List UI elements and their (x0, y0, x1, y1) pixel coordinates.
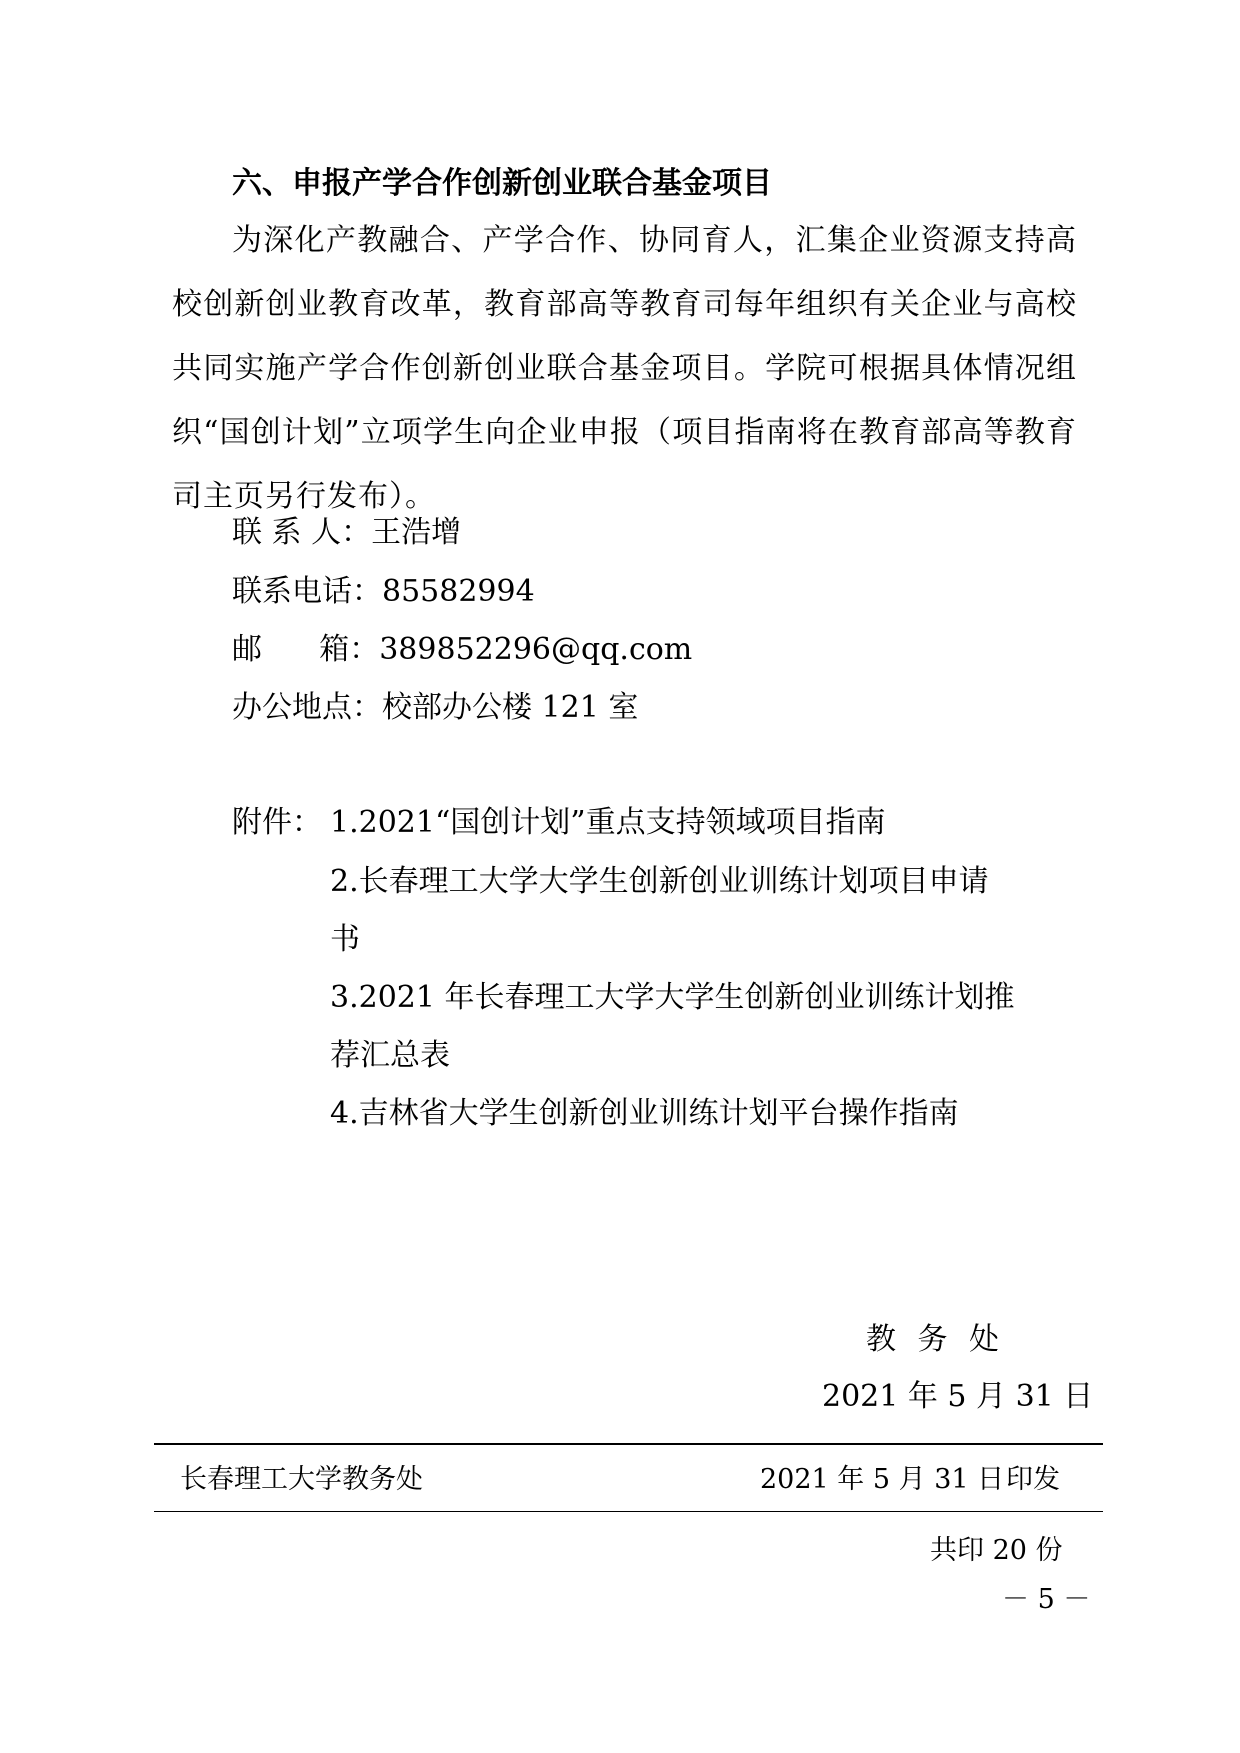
section-heading: 六、申报产学合作创新创业联合基金项目 (232, 166, 772, 201)
attachment-item-2-line-2: 书 (330, 922, 360, 957)
signature-department: 教 务 处 (866, 1322, 1006, 1357)
attachments-label: 附件： (232, 805, 322, 840)
attachment-item-4: 4.吉林省大学生创新创业训练计划平台操作指南 (330, 1096, 959, 1131)
contact-office-value: 校部办公楼 121 室 (382, 690, 639, 725)
contact-phone-label: 联系电话： (232, 574, 382, 609)
body-paragraph: 为深化产教融合、产学合作、协同育人，汇集企业资源支持高校创新创业教育改革，教育部高等教育司每年组织有关企业与高校共同实施产学合作创新创业联合基金项目。学院可根据具体情况组织“国创计划”立项学生向企业申报（项目指南将在教育部高等教育司主页另行发布）。 (172, 223, 1077, 514)
contact-phone (232, 572, 535, 612)
footer-issue-word: 印发 (1006, 1464, 1060, 1495)
contact-person (232, 513, 461, 553)
contact-phone-value: 85582994 (382, 574, 535, 609)
contact-email (232, 630, 692, 670)
footer-bottom-rule (154, 1511, 1103, 1512)
contact-person-value: 王浩增 (371, 515, 462, 550)
contact-email-value: 389852296@qq.com (379, 632, 693, 667)
footer-top-rule (154, 1443, 1103, 1445)
contact-person-label: 联 系 人： (232, 515, 372, 550)
page-number: － 5 － (1002, 1584, 1091, 1615)
footer-issuer: 长春理工大学教务处 (180, 1464, 423, 1495)
attachment-item-1: 1.2021“国创计划”重点支持领域项目指南 (330, 805, 886, 840)
attachment-item-2-line-1: 2.长春理工大学大学生创新创业训练计划项目申请 (330, 864, 989, 899)
attachment-item-3-line-2: 荐汇总表 (330, 1038, 450, 1073)
footer-issue-date: 2021 年 5 月 31 日 (760, 1464, 1005, 1495)
signature-date: 2021 年 5 月 31 日 (822, 1379, 1094, 1414)
contact-office-label: 办公地点： (232, 690, 382, 725)
attachment-item-3-line-1: 3.2021 年长春理工大学大学生创新创业训练计划推 (330, 980, 1015, 1015)
footer-copies: 共印 20 份 (930, 1535, 1063, 1566)
contact-office (232, 688, 638, 728)
contact-email-label: 邮 箱： (232, 632, 380, 667)
